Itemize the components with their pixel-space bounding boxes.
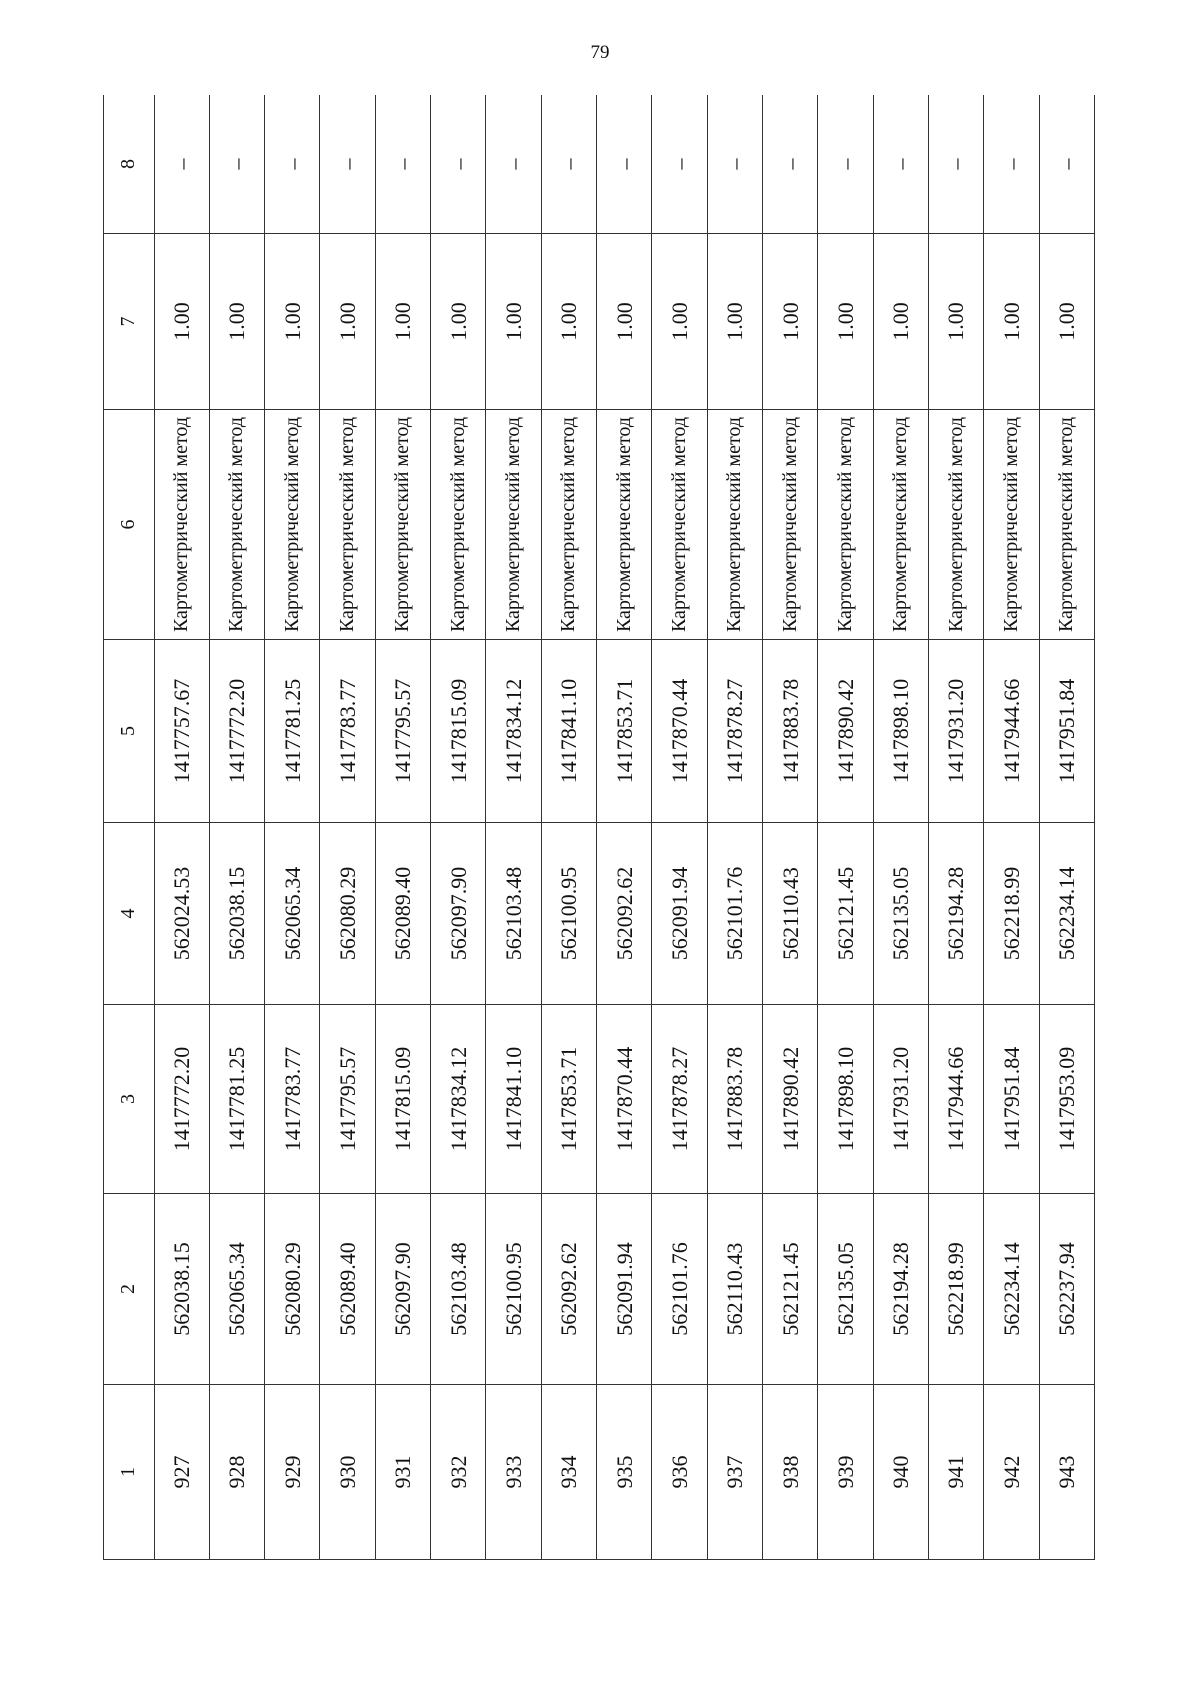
y-start-cell: 1417898.10 — [818, 1005, 873, 1194]
y-end-cell: 1417944.66 — [984, 640, 1039, 823]
table-row — [873, 95, 928, 1560]
y-end-cell: 1417841.10 — [541, 640, 596, 823]
y-start-cell: 1417841.10 — [486, 1005, 541, 1194]
x-end-cell: 562097.90 — [431, 823, 486, 1005]
y-start-cell: 1417795.57 — [320, 1005, 375, 1194]
point-number-cell: 943 — [1039, 1385, 1095, 1560]
x-start-cell: 562100.95 — [486, 1194, 541, 1385]
x-end-cell: 562038.15 — [209, 823, 264, 1005]
y-start-cell: 1417834.12 — [431, 1005, 486, 1194]
y-end-cell: 1417898.10 — [873, 640, 928, 823]
note-cell: – — [597, 95, 652, 234]
x-start-cell: 562135.05 — [818, 1194, 873, 1385]
x-start-cell: 562092.62 — [541, 1194, 596, 1385]
point-number-cell: 935 — [597, 1385, 652, 1560]
table-row — [984, 95, 1039, 1560]
y-start-cell: 1417772.20 — [154, 1005, 209, 1194]
accuracy-cell: 1.00 — [762, 234, 817, 410]
accuracy-cell: 1.00 — [818, 234, 873, 410]
method-cell: Картометрический метод — [818, 410, 873, 640]
point-number-cell: 934 — [541, 1385, 596, 1560]
table-row — [154, 95, 209, 1560]
y-end-cell: 1417795.57 — [375, 640, 430, 823]
method-cell: Картометрический метод — [209, 410, 264, 640]
x-end-cell: 562135.05 — [873, 823, 928, 1005]
method-cell: Картометрический метод — [984, 410, 1039, 640]
point-number-cell: 940 — [873, 1385, 928, 1560]
method-cell: Картометрический метод — [541, 410, 596, 640]
accuracy-cell: 1.00 — [375, 234, 430, 410]
x-end-cell: 562065.34 — [265, 823, 320, 1005]
note-cell: – — [984, 95, 1039, 234]
x-end-cell: 562103.48 — [486, 823, 541, 1005]
table-row — [541, 95, 596, 1560]
note-cell: – — [265, 95, 320, 234]
note-cell: – — [375, 95, 430, 234]
x-end-cell: 562101.76 — [707, 823, 762, 1005]
y-start-cell: 1417878.27 — [652, 1005, 707, 1194]
x-end-cell: 562110.43 — [762, 823, 817, 1005]
accuracy-cell: 1.00 — [486, 234, 541, 410]
note-cell: – — [928, 95, 983, 234]
table-body — [104, 95, 1095, 1560]
accuracy-cell: 1.00 — [652, 234, 707, 410]
rotated-table-container — [103, 95, 1095, 1560]
point-number-cell: 932 — [431, 1385, 486, 1560]
table-row — [597, 95, 652, 1560]
y-end-cell: 1417951.84 — [1039, 640, 1095, 823]
x-end-cell: 562080.29 — [320, 823, 375, 1005]
y-end-cell: 1417890.42 — [818, 640, 873, 823]
accuracy-cell: 1.00 — [873, 234, 928, 410]
coordinates-table-region — [103, 95, 1095, 1560]
method-cell: Картометрический метод — [873, 410, 928, 640]
table-row — [320, 95, 375, 1560]
x-end-cell: 562091.94 — [652, 823, 707, 1005]
method-cell: Картометрический метод — [928, 410, 983, 640]
x-start-cell: 562080.29 — [265, 1194, 320, 1385]
note-cell: – — [486, 95, 541, 234]
method-cell: Картометрический метод — [707, 410, 762, 640]
accuracy-cell: 1.00 — [265, 234, 320, 410]
note-cell: – — [873, 95, 928, 234]
method-cell: Картометрический метод — [265, 410, 320, 640]
point-number-cell: 931 — [375, 1385, 430, 1560]
accuracy-cell: 1.00 — [597, 234, 652, 410]
method-cell: Картометрический метод — [1039, 410, 1095, 640]
accuracy-cell: 1.00 — [707, 234, 762, 410]
x-end-cell: 562092.62 — [597, 823, 652, 1005]
y-start-cell: 1417870.44 — [597, 1005, 652, 1194]
column-header: 8 — [104, 95, 155, 234]
point-number-cell: 937 — [707, 1385, 762, 1560]
point-number-cell: 928 — [209, 1385, 264, 1560]
x-end-cell: 562234.14 — [1039, 823, 1095, 1005]
note-cell: – — [320, 95, 375, 234]
point-number-cell: 927 — [154, 1385, 209, 1560]
y-end-cell: 1417783.77 — [320, 640, 375, 823]
y-end-cell: 1417853.71 — [597, 640, 652, 823]
method-cell: Картометрический метод — [375, 410, 430, 640]
x-start-cell: 562218.99 — [928, 1194, 983, 1385]
accuracy-cell: 1.00 — [541, 234, 596, 410]
point-number-cell: 936 — [652, 1385, 707, 1560]
y-start-cell: 1417783.77 — [265, 1005, 320, 1194]
x-start-cell: 562121.45 — [762, 1194, 817, 1385]
x-start-cell: 562038.15 — [154, 1194, 209, 1385]
point-number-cell: 930 — [320, 1385, 375, 1560]
note-cell: – — [818, 95, 873, 234]
x-start-cell: 562065.34 — [209, 1194, 264, 1385]
note-cell: – — [431, 95, 486, 234]
column-header: 4 — [104, 823, 155, 1005]
point-number-cell: 929 — [265, 1385, 320, 1560]
method-cell: Картометрический метод — [486, 410, 541, 640]
point-number-cell: 939 — [818, 1385, 873, 1560]
y-end-cell: 1417757.67 — [154, 640, 209, 823]
accuracy-cell: 1.00 — [431, 234, 486, 410]
y-start-cell: 1417951.84 — [984, 1005, 1039, 1194]
y-start-cell: 1417944.66 — [928, 1005, 983, 1194]
point-number-cell: 938 — [762, 1385, 817, 1560]
column-header: 3 — [104, 1005, 155, 1194]
x-start-cell: 562089.40 — [320, 1194, 375, 1385]
table-row — [486, 95, 541, 1560]
table-row — [707, 95, 762, 1560]
x-start-cell: 562101.76 — [652, 1194, 707, 1385]
table-row — [652, 95, 707, 1560]
table-row — [431, 95, 486, 1560]
x-end-cell: 562089.40 — [375, 823, 430, 1005]
x-start-cell: 562194.28 — [873, 1194, 928, 1385]
note-cell: – — [209, 95, 264, 234]
table-row — [375, 95, 430, 1560]
table-row — [928, 95, 983, 1560]
y-start-cell: 1417890.42 — [762, 1005, 817, 1194]
note-cell: – — [707, 95, 762, 234]
note-cell: – — [154, 95, 209, 234]
y-end-cell: 1417772.20 — [209, 640, 264, 823]
x-start-cell: 562110.43 — [707, 1194, 762, 1385]
table-row — [818, 95, 873, 1560]
note-cell: – — [1039, 95, 1095, 234]
x-end-cell: 562024.53 — [154, 823, 209, 1005]
y-end-cell: 1417870.44 — [652, 640, 707, 823]
method-cell: Картометрический метод — [762, 410, 817, 640]
x-start-cell: 562234.14 — [984, 1194, 1039, 1385]
y-end-cell: 1417878.27 — [707, 640, 762, 823]
x-start-cell: 562103.48 — [431, 1194, 486, 1385]
y-start-cell: 1417781.25 — [209, 1005, 264, 1194]
column-header: 7 — [104, 234, 155, 410]
y-start-cell: 1417931.20 — [873, 1005, 928, 1194]
method-cell: Картометрический метод — [431, 410, 486, 640]
x-start-cell: 562091.94 — [597, 1194, 652, 1385]
y-start-cell: 1417853.71 — [541, 1005, 596, 1194]
accuracy-cell: 1.00 — [154, 234, 209, 410]
x-end-cell: 562121.45 — [818, 823, 873, 1005]
y-end-cell: 1417781.25 — [265, 640, 320, 823]
method-cell: Картометрический метод — [652, 410, 707, 640]
column-header: 5 — [104, 640, 155, 823]
accuracy-cell: 1.00 — [1039, 234, 1095, 410]
method-cell: Картометрический метод — [597, 410, 652, 640]
x-start-cell: 562237.94 — [1039, 1194, 1095, 1385]
table-row — [762, 95, 817, 1560]
accuracy-cell: 1.00 — [984, 234, 1039, 410]
point-number-cell: 941 — [928, 1385, 983, 1560]
table-header-row — [104, 95, 155, 1560]
method-cell: Картометрический метод — [154, 410, 209, 640]
accuracy-cell: 1.00 — [928, 234, 983, 410]
coordinates-table — [103, 95, 1095, 1560]
accuracy-cell: 1.00 — [320, 234, 375, 410]
accuracy-cell: 1.00 — [209, 234, 264, 410]
x-end-cell: 562100.95 — [541, 823, 596, 1005]
x-end-cell: 562194.28 — [928, 823, 983, 1005]
y-end-cell: 1417815.09 — [431, 640, 486, 823]
note-cell: – — [541, 95, 596, 234]
table-row — [1039, 95, 1095, 1560]
point-number-cell: 933 — [486, 1385, 541, 1560]
y-start-cell: 1417883.78 — [707, 1005, 762, 1194]
y-start-cell: 1417953.09 — [1039, 1005, 1095, 1194]
table-row — [265, 95, 320, 1560]
column-header: 1 — [104, 1385, 155, 1560]
y-end-cell: 1417883.78 — [762, 640, 817, 823]
x-start-cell: 562097.90 — [375, 1194, 430, 1385]
column-header: 6 — [104, 410, 155, 640]
x-end-cell: 562218.99 — [984, 823, 1039, 1005]
note-cell: – — [762, 95, 817, 234]
page-number: 79 — [590, 42, 610, 63]
y-start-cell: 1417815.09 — [375, 1005, 430, 1194]
y-end-cell: 1417931.20 — [928, 640, 983, 823]
column-header: 2 — [104, 1194, 155, 1385]
y-end-cell: 1417834.12 — [486, 640, 541, 823]
point-number-cell: 942 — [984, 1385, 1039, 1560]
method-cell: Картометрический метод — [320, 410, 375, 640]
note-cell: – — [652, 95, 707, 234]
table-row — [209, 95, 264, 1560]
